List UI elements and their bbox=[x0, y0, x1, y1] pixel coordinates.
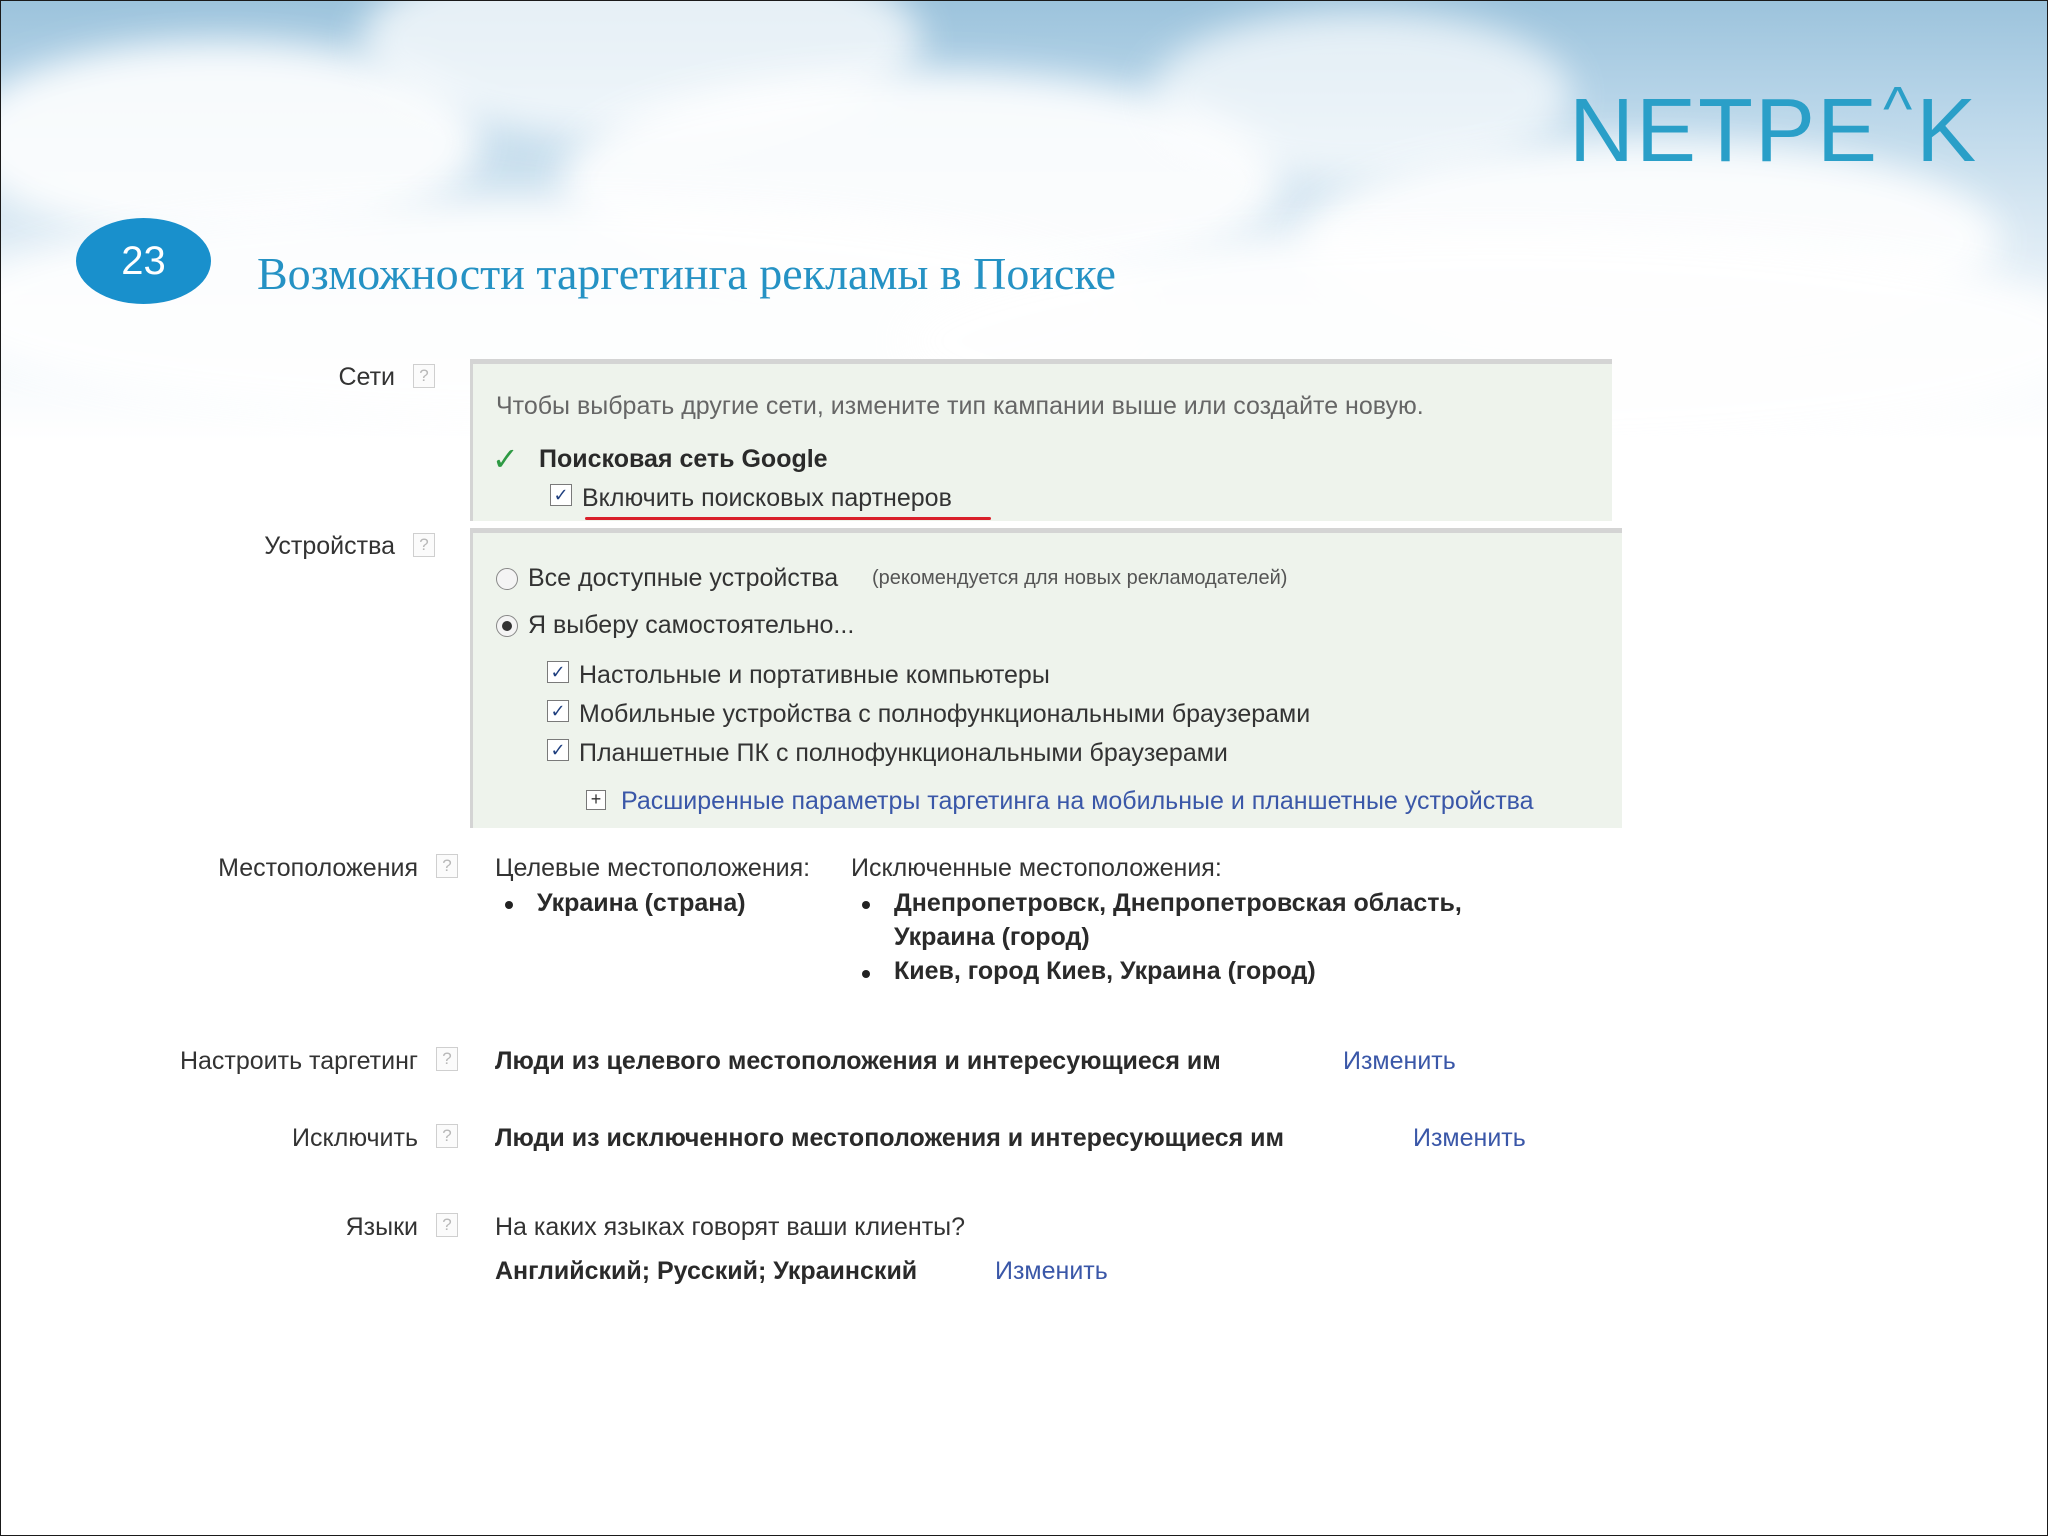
devices-label: Устройства bbox=[264, 532, 395, 560]
radio-all-devices[interactable] bbox=[496, 568, 518, 590]
networks-panel bbox=[470, 359, 1612, 521]
option-custom-devices: Я выберу самостоятельно... bbox=[528, 611, 855, 639]
tablet-checkbox[interactable]: ✓ bbox=[547, 739, 569, 761]
networks-hint: Чтобы выбрать другие сети, измените тип кампании выше или создайте новую. bbox=[496, 392, 1424, 420]
logo-caret: ^ bbox=[1883, 74, 1913, 144]
languages-question: На каких языках говорят ваши клиенты? bbox=[495, 1213, 966, 1241]
logo-text-right: K bbox=[1916, 81, 1979, 181]
bullet bbox=[505, 901, 513, 909]
logo-text-left: NETPE bbox=[1569, 81, 1880, 181]
excluded-location-item-2: Киев, город Киев, Украина (город) bbox=[894, 957, 1316, 985]
targeting-edit-link[interactable]: Изменить bbox=[1343, 1047, 1456, 1075]
desktop-label: Настольные и портативные компьютеры bbox=[579, 661, 1050, 689]
excluded-locations-header: Исключенные местоположения: bbox=[851, 854, 1222, 882]
networks-help-icon[interactable]: ? bbox=[413, 364, 435, 388]
selected-network: Поисковая сеть Google bbox=[539, 445, 828, 473]
search-partners-label: Включить поисковых партнеров bbox=[582, 484, 952, 512]
slide-title: Возможности таргетинга рекламы в Поиске bbox=[257, 248, 1116, 299]
target-location-item: Украина (страна) bbox=[537, 889, 746, 917]
mobile-checkbox[interactable]: ✓ bbox=[547, 700, 569, 722]
radio-custom-devices[interactable] bbox=[496, 615, 518, 637]
check-mark-icon: ✓ bbox=[492, 441, 519, 477]
locations-label: Местоположения bbox=[218, 854, 418, 882]
tablet-label: Планшетные ПК с полнофункциональными браузерами bbox=[579, 739, 1228, 767]
languages-label: Языки bbox=[345, 1213, 418, 1241]
targeting-label: Настроить таргетинг bbox=[179, 1047, 418, 1075]
bullet bbox=[862, 970, 870, 978]
desktop-checkbox[interactable]: ✓ bbox=[547, 661, 569, 683]
slide-number: 23 bbox=[121, 238, 166, 283]
mobile-label: Мобильные устройства с полнофункциональными браузерами bbox=[579, 700, 1311, 728]
red-underline bbox=[585, 517, 991, 520]
excluded-location-item-1-cont: Украина (город) bbox=[894, 923, 1090, 951]
networks-label: Сети bbox=[338, 363, 395, 391]
bullet bbox=[862, 901, 870, 909]
exclude-help-icon[interactable]: ? bbox=[436, 1124, 458, 1148]
languages-help-icon[interactable]: ? bbox=[436, 1213, 458, 1237]
exclude-value: Люди из исключенного местоположения и интересующиеся им bbox=[495, 1124, 1285, 1152]
languages-edit-link[interactable]: Изменить bbox=[995, 1257, 1108, 1285]
slide-number-badge bbox=[76, 218, 211, 304]
devices-panel bbox=[470, 528, 1622, 828]
option-all-devices: Все доступные устройства bbox=[528, 564, 839, 592]
targeting-help-icon[interactable]: ? bbox=[436, 1047, 458, 1071]
target-locations-header: Целевые местоположения: bbox=[495, 854, 811, 882]
expand-icon[interactable]: + bbox=[586, 790, 606, 810]
option-all-devices-note: (рекомендуется для новых рекламодателей) bbox=[872, 567, 1288, 589]
excluded-location-item-1: Днепропетровск, Днепропетровская область, bbox=[894, 889, 1462, 917]
search-partners-checkbox[interactable]: ✓ bbox=[550, 484, 572, 506]
devices-help-icon[interactable]: ? bbox=[413, 533, 435, 557]
exclude-edit-link[interactable]: Изменить bbox=[1413, 1124, 1526, 1152]
advanced-targeting-link[interactable]: Расширенные параметры таргетинга на мобильные и планшетные устройства bbox=[621, 787, 1534, 815]
languages-value: Английский; Русский; Украинский bbox=[495, 1257, 918, 1285]
exclude-label: Исключить bbox=[292, 1124, 418, 1152]
targeting-value: Люди из целевого местоположения и интересующиеся им bbox=[495, 1047, 1221, 1075]
netpeak-logo bbox=[1569, 74, 1979, 181]
locations-help-icon[interactable]: ? bbox=[436, 854, 458, 878]
